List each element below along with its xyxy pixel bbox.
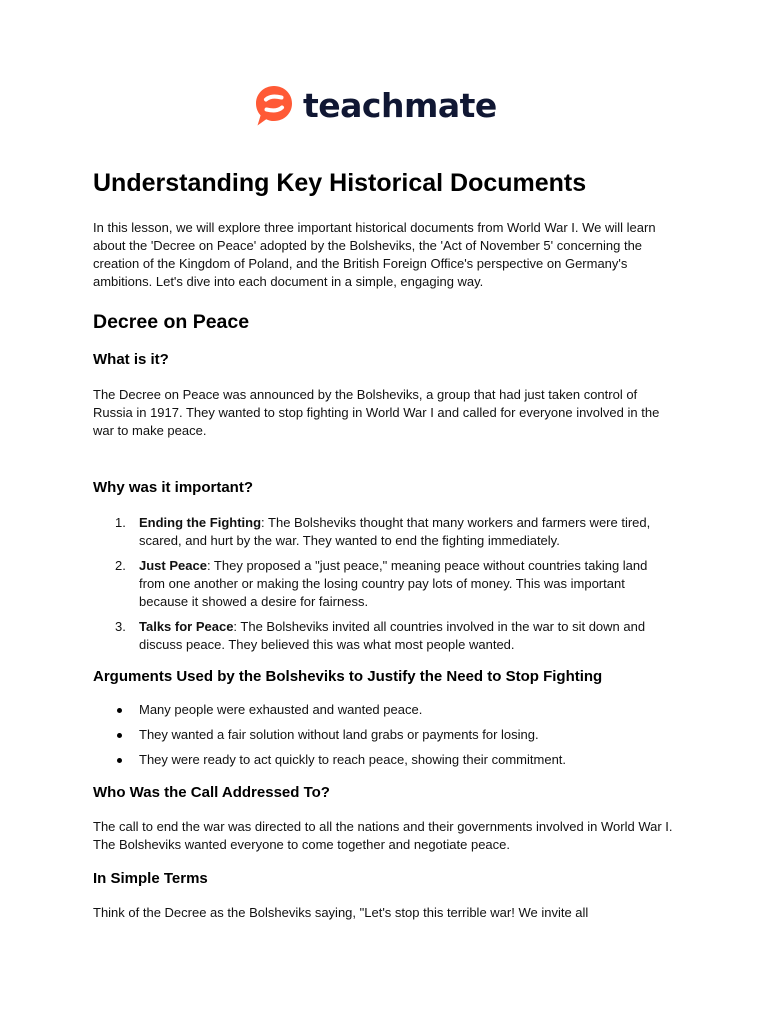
list-text: Many people were exhausted and wanted peace.	[139, 702, 423, 717]
list-text: : The Bolsheviks invited all countries involved in the war to sit down and discuss peace. They believed this was what most people wanted.	[139, 619, 646, 652]
list-number: 1.	[115, 515, 126, 530]
page-title: Understanding Key Historical Documents	[93, 169, 587, 197]
bullet-icon	[117, 758, 122, 763]
list-item	[93, 618, 673, 654]
teachmate-logo	[255, 84, 497, 128]
document-body	[93, 166, 673, 922]
list-text: They wanted a fair solution without land grabs or payments for losing.	[139, 727, 539, 742]
subheading-in-simple-terms: In Simple Terms	[93, 870, 208, 887]
brand-name: teachmate	[303, 86, 497, 125]
intro-paragraph: In this lesson, we will explore three important historical documents from World War I. We will learn about the 'Decree on Peace' adopted by the Bolsheviks, the 'Act of November 5' concerning the creation of the Kingdom of Poland, and the British Foreign Office's perspective on Germany's ambitions. Let's dive into each document in a simple, engaging way.	[93, 220, 656, 289]
list-text: They were ready to act quickly to reach peace, showing their commitment.	[139, 752, 567, 767]
list-item	[93, 726, 673, 744]
subheading-why-important: Why was it important?	[93, 479, 254, 496]
who-addressed-paragraph: The call to end the war was directed to all the nations and their governments involved in World War I. The Bolsheviks wanted everyone to come together and negotiate peace.	[93, 819, 673, 852]
what-is-it-paragraph: The Decree on Peace was announced by the Bolsheviks, a group that had just taken control of Russia in 1917. They wanted to stop fighting in World War I and called for everyone involved in the war to make peace.	[93, 387, 660, 438]
list-item	[93, 557, 673, 611]
section-heading-decree-on-peace: Decree on Peace	[93, 311, 250, 333]
list-number: 2.	[115, 558, 126, 573]
speech-bubble-logo-icon	[255, 85, 293, 127]
list-number: 3.	[115, 619, 126, 634]
subheading-arguments: Arguments Used by the Bolsheviks to Justify the Need to Stop Fighting	[93, 668, 603, 685]
bullet-icon	[117, 708, 122, 713]
list-term: Just Peace	[139, 558, 207, 573]
bullet-icon	[117, 733, 122, 738]
list-item	[93, 751, 673, 769]
in-simple-terms-paragraph: Think of the Decree as the Bolsheviks saying, "Let's stop this terrible war! We invite all	[93, 905, 589, 920]
list-item	[93, 514, 673, 550]
subheading-what-is-it: What is it?	[93, 351, 169, 368]
list-term: Talks for Peace	[139, 619, 234, 634]
why-important-list	[93, 514, 673, 654]
subheading-who-addressed: Who Was the Call Addressed To?	[93, 784, 330, 801]
list-text: : They proposed a "just peace," meaning peace without countries taking land from one another or making the losing country pay lots of money. This was important because it showed a desire for fairness.	[139, 558, 648, 609]
list-text: : The Bolsheviks thought that many workers and farmers were tired, scared, and hurt by the war. They wanted to end the fighting immediately.	[139, 515, 651, 548]
arguments-list	[93, 701, 673, 769]
list-term: Ending the Fighting	[139, 515, 262, 530]
list-item	[93, 701, 673, 719]
